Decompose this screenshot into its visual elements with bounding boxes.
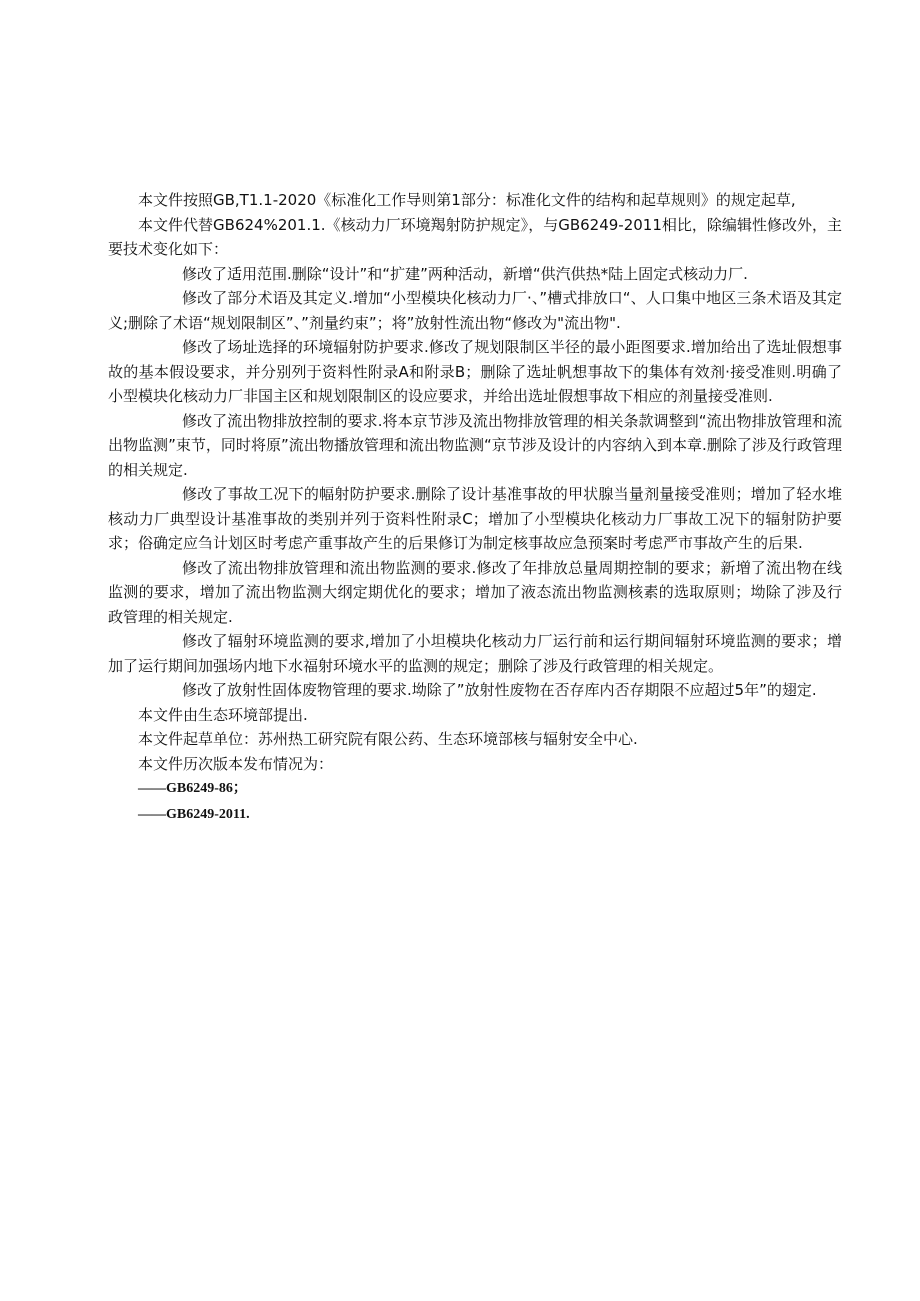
- history-item: ——GB6249-2011.: [138, 807, 250, 822]
- replaces-paragraph: 本文件代替GB624%201.1.《核动力厂环境羯射防护规定》，与GB6249-2011相比，除编辑性修改外，主要技术变化如下：: [108, 215, 842, 258]
- change-item-scope: 修改了适用范围.删除“设计”和“扩建”两种活动，新增“供汽供热*陆上固定式核动力厂.: [182, 264, 748, 283]
- drafting-units-paragraph: 本文件起草单位：苏州热工研究院有限公药、生态环境部核与辐射安全中心.: [138, 730, 638, 748]
- foreword-body: [108, 188, 842, 828]
- change-item-solid-waste: 修改了放射性固体废物管理的要求.坳除了”放射性废物在否存库内否存期限不应超过5年”的翅定.: [182, 681, 817, 699]
- proposer-paragraph: 本文件由生态环境部提出.: [138, 705, 308, 724]
- intro-paragraph: 本文件按照GB,T1.1-2020《标准化工作导则第1部分：标准化文件的结构和起草规则》的规定起草,: [138, 191, 796, 209]
- change-item-terms: 修改了部分术语及其定义.增加“小型模块化核动力厂·、”槽式排放口“、人口集中地区三条术语及其定义;删除了术语“规划限制区”、”剂量约束”；将”放射性流出物“修改为"流出物".: [108, 289, 842, 332]
- change-item-environment-monitoring: 修改了辐射环境监测的要求,增加了小坦模块化核动力厂运行前和运行期间辐射环境监测的要求；增加了运行期间加强场内地下水福射环境水平的监测的规定；删除了涉及行政管理的相关规定。: [108, 632, 842, 675]
- history-title: 本文件历次版本发布情况为：: [138, 754, 334, 773]
- change-item-effluent-control: 修改了流出物排放控制的要求.将本京节涉及流出物排放管理的相关条款调整到“流出物排放管理和流出物监测”束节，同时将原”流出物播放管理和流出物监测“京节涉及设计的内容纳入到本章.删除了涉及行政管理的相关规定.: [108, 411, 842, 479]
- history-item: ——GB6249-86；: [138, 781, 247, 796]
- change-item-site-selection: 修改了场址选择的环境辐射防护要求.修改了规划限制区半径的最小距图要求.增加给出了选址假想事故的基本假设要求，并分别列于资料性附录A和附录B；删除了选址帆想事故下的集体有效剂·接受准则.明确了小型模块化核动力厂非国主区和规划限制区的设应要求，并给出选址假想事故下相应的剂量接受准则.: [108, 338, 842, 405]
- change-item-effluent-monitoring: 修改了流出物排放管理和流出物监测的要求.修改了年排放总量周期控制的要求；新増了流出物在线监测的要求，增加了流出物监测大纲定期优化的要求；增加了液态流出物监测核素的选取原则；坳除了涉及行政管理的相关规定.: [108, 558, 842, 626]
- change-item-accident-protection: 修改了事故工况下的幅射防护要求.删除了设计基准事故的甲状腺当量剂量接受准则；增加了轻水堆核动力厂典型设计基准事故的类别并列于资料性附录C；增加了小型模块化核动力厂事故工况下的辐射防护要求；俗确定应刍计划区时考虑产重事故产生的后果修订为制定核事故应急预案时考虑严市事故产生的后果.: [108, 485, 842, 552]
